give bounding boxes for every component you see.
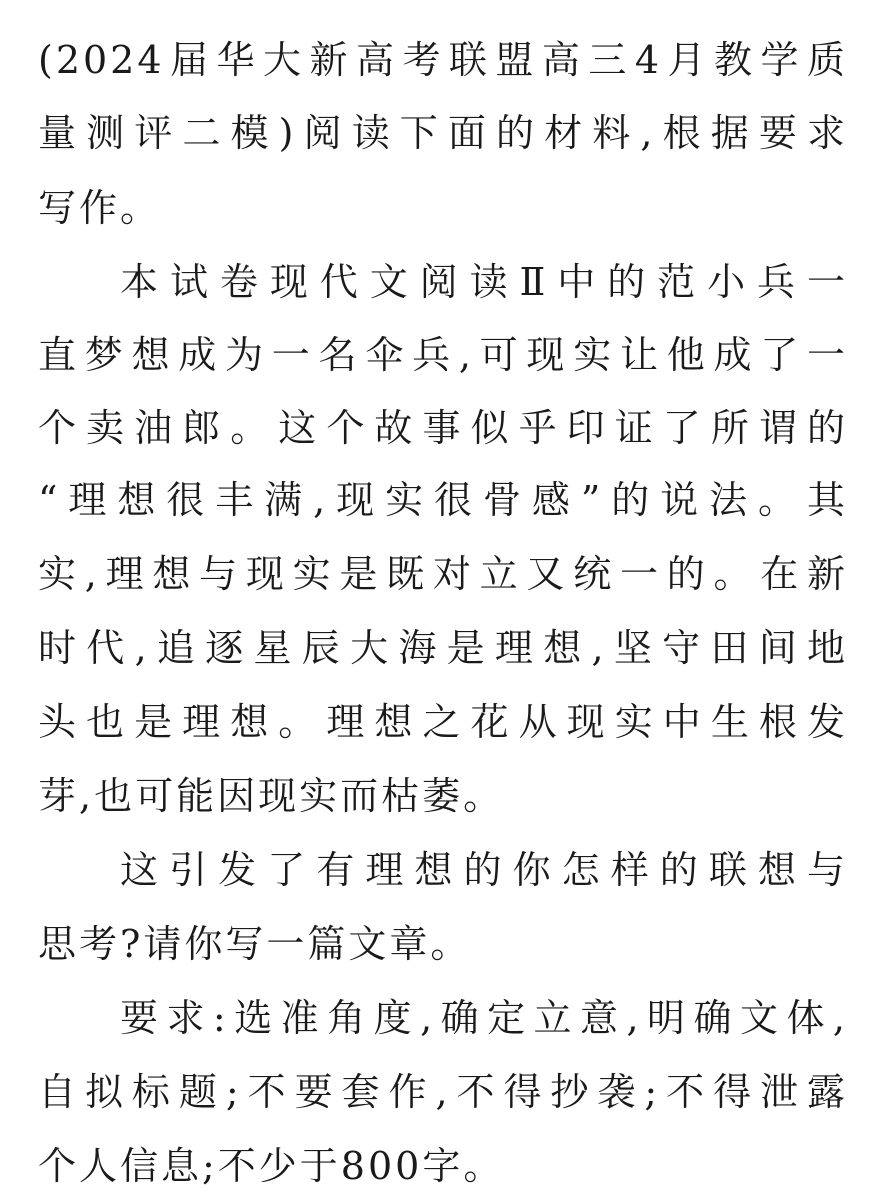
text-line: “理想很丰满,现实很骨感”的说法。其 <box>38 478 848 522</box>
paragraph-start-line: 本试卷现代文阅读Ⅱ中的范小兵一 <box>120 260 848 304</box>
text-line: 个人信息;不少于800字。 <box>38 1144 505 1188</box>
text-line: (2024届华大新高考联盟高三4月教学质 <box>38 38 848 82</box>
text-line: 自拟标题;不要套作,不得抄袭;不得泄露 <box>38 1070 848 1114</box>
text-line: 量测评二模)阅读下面的材料,根据要求 <box>38 111 848 155</box>
paragraph-start-line: 要求:选准角度,确定立意,明确文体, <box>120 996 848 1040</box>
paragraph-start-line: 这引发了有理想的你怎样的联想与 <box>120 848 848 892</box>
text-line: 个卖油郎。这个故事似乎印证了所谓的 <box>38 406 848 450</box>
text-line: 直梦想成为一名伞兵,可现实让他成了一 <box>38 333 848 377</box>
text-line: 头也是理想。理想之花从现实中生根发 <box>38 700 848 744</box>
text-line: 思考?请你写一篇文章。 <box>38 922 472 966</box>
text-line: 实,理想与现实是既对立又统一的。在新 <box>38 552 848 596</box>
text-line: 写作。 <box>38 186 162 230</box>
text-line: 时代,追逐星辰大海是理想,坚守田间地 <box>38 626 848 670</box>
text-line: 芽,也可能因现实而枯萎。 <box>38 774 505 818</box>
